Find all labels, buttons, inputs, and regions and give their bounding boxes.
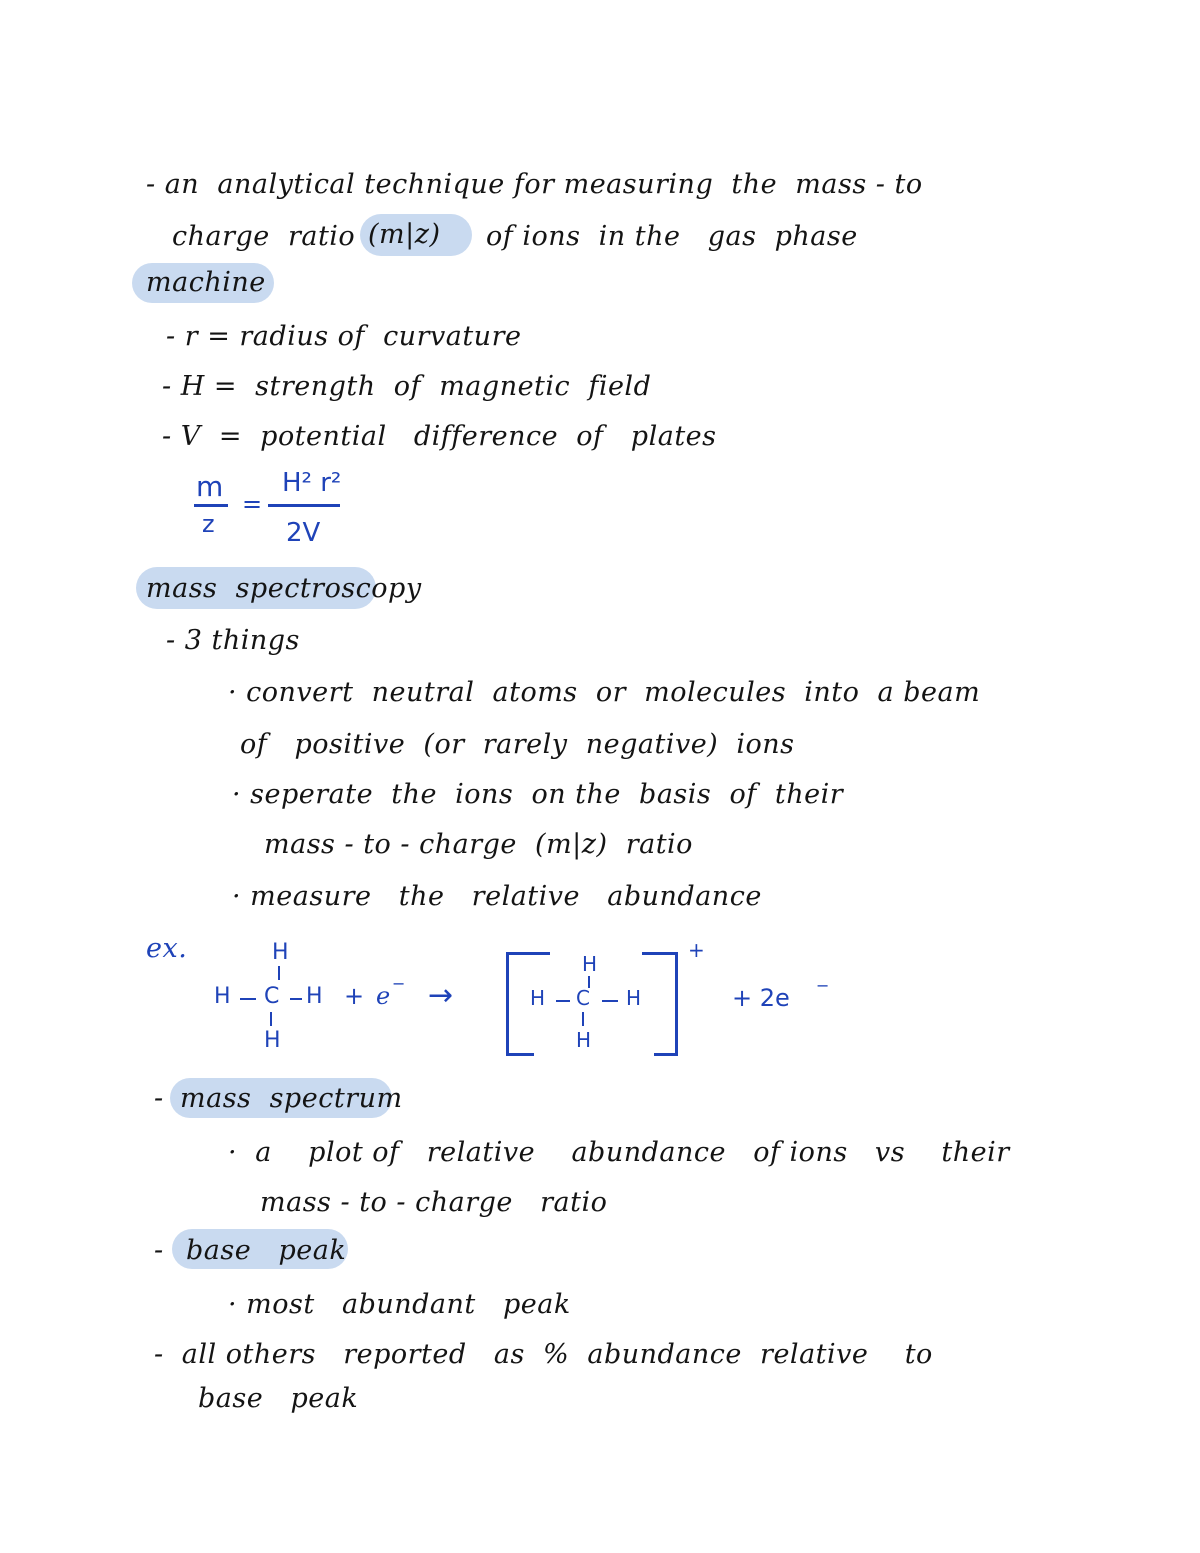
intro-line-2a-text: charge ratio (172, 221, 356, 252)
intro-line-2b (486, 220, 858, 254)
intro-line-1-text: - an analytical technique for measuring the mass - to (146, 169, 923, 200)
bullet-separate-cont-text: mass - to - charge (m|z) ratio (264, 829, 693, 860)
right-bottom-bond (582, 1012, 584, 1026)
base-peak-dash-text: - (154, 1235, 164, 1266)
spectroscopy-heading (146, 572, 422, 606)
left-plus: + (344, 982, 365, 1010)
spectrum-bullet-1-text: · a plot of relative abundance of ions vs their (228, 1137, 1010, 1168)
left-bottom-bond (270, 1012, 272, 1026)
spectrum-bullet-2-text: mass - to - charge ratio (260, 1187, 608, 1218)
right-right-bond (602, 1000, 618, 1002)
machine-item-field-text: - H = strength of magnetic field (162, 371, 652, 402)
others-line-1 (154, 1338, 933, 1372)
spectrum-dash-text: - (154, 1083, 164, 1114)
left-top-h: H (272, 940, 289, 965)
machine-item-potential-text: - V = potential difference of plates (162, 421, 717, 452)
spectroscopy-heading-text: mass spectroscopy (146, 573, 422, 604)
cation-charge: + (688, 938, 705, 962)
base-peak-bullet-text: · most abundant peak (228, 1289, 571, 1320)
left-bracket-vert (506, 952, 509, 1056)
machine-item-radius-text: - r = radius of curvature (166, 321, 522, 352)
bullet-separate-cont (264, 828, 693, 862)
right-bracket-bottom (654, 1053, 678, 1056)
bullet-separate (232, 778, 843, 812)
example-label (146, 932, 187, 966)
others-line-2 (198, 1382, 358, 1416)
left-right-h: H (306, 984, 323, 1009)
intro-line-2b-text: of ions in the gas phase (486, 221, 858, 252)
left-left-h: H (214, 984, 231, 1009)
left-right-bond (290, 998, 302, 1000)
spectrum-heading-text: mass spectrum (180, 1083, 403, 1114)
arrow-glyph: → (428, 978, 454, 1013)
base-peak-heading (186, 1234, 346, 1268)
formula-rhs-bar (268, 504, 340, 507)
left-bracket-bottom (506, 1053, 534, 1056)
bullet-convert-cont (240, 728, 795, 762)
right-left-h: H (530, 986, 546, 1010)
formula-rhs-num: H² r² (282, 468, 342, 498)
right-bottom-h: H (576, 1028, 592, 1052)
product-electrons: + 2e (732, 984, 790, 1012)
formula-rhs-den: 2V (286, 518, 321, 548)
right-center-c: C (576, 986, 590, 1010)
machine-item-radius (166, 320, 521, 354)
formula-lhs-bar (194, 504, 228, 507)
base-peak-bullet (228, 1288, 571, 1322)
machine-heading-text: machine (146, 267, 266, 298)
left-bottom-h: H (264, 1028, 281, 1053)
bullet-convert (228, 676, 980, 710)
three-things (166, 624, 300, 658)
product-electrons-sup: − (816, 976, 830, 995)
bullet-separate-text: · seperate the ions on the basis of their (232, 779, 844, 810)
reaction-arrow (428, 978, 478, 1012)
left-electron: e (376, 982, 391, 1010)
left-left-bond (240, 998, 256, 1000)
three-things-text: - 3 things (166, 625, 300, 656)
machine-item-potential (162, 420, 717, 454)
left-center-c: C (264, 984, 280, 1009)
right-bracket-vert (675, 952, 678, 1056)
right-bracket-top (642, 952, 678, 955)
formula-equals: = (242, 490, 263, 518)
spectrum-dash (154, 1082, 164, 1116)
formula-lhs-num: m (196, 470, 224, 503)
reaction-right-molecule (502, 938, 842, 1064)
base-peak-dash (154, 1234, 164, 1268)
machine-item-field (162, 370, 651, 404)
right-left-bond (556, 1000, 570, 1002)
machine-heading (146, 266, 266, 300)
bullet-convert-cont-text: of positive (or rarely negative) ions (240, 729, 795, 760)
right-right-h: H (626, 986, 642, 1010)
spectrum-heading (180, 1082, 403, 1116)
intro-mz-text: (m|z) (368, 219, 441, 250)
right-top-h: H (582, 952, 598, 976)
intro-mz (368, 218, 441, 252)
bullet-measure-text: · measure the relative abundance (232, 881, 762, 912)
intro-line-2a (172, 220, 355, 254)
reaction-left-molecule (210, 940, 450, 1060)
left-top-bond (278, 966, 280, 980)
others-line-2-text: base peak (198, 1383, 359, 1414)
mz-formula (190, 468, 370, 558)
intro-line-1 (146, 168, 923, 202)
spectrum-bullet-1 (228, 1136, 1010, 1170)
left-electron-sup: − (392, 974, 406, 993)
bullet-convert-text: · convert neutral atoms or molecules into a beam (228, 677, 981, 708)
formula-lhs-den: z (202, 510, 215, 538)
others-line-1-text: - all others reported as % abundance relative to (154, 1339, 933, 1370)
base-peak-heading-text: base peak (186, 1235, 347, 1266)
bullet-measure (232, 880, 762, 914)
spectrum-bullet-2 (260, 1186, 607, 1220)
example-label-text: ex. (146, 933, 188, 964)
left-bracket-top (506, 952, 550, 955)
